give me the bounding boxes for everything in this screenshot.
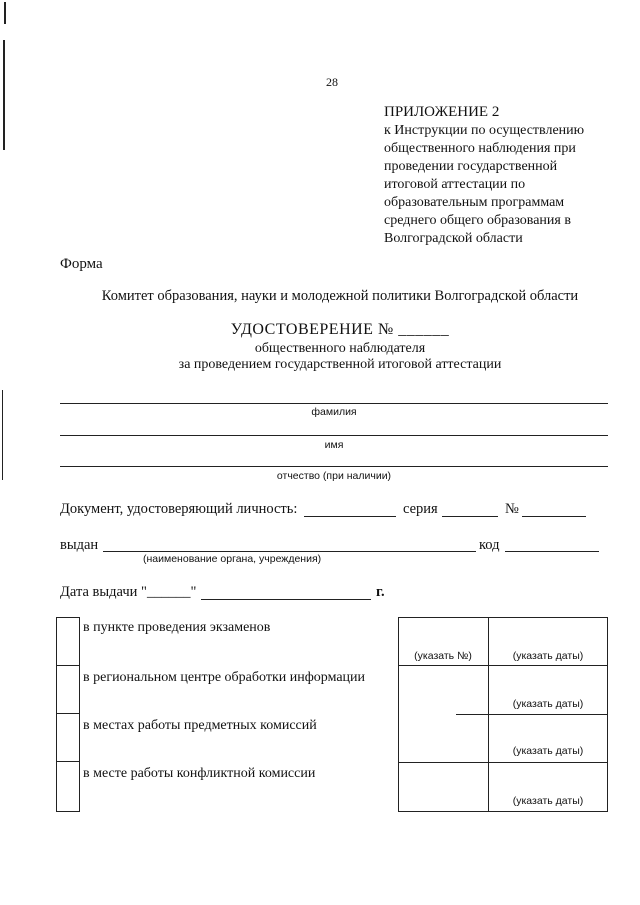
scan-edge-mark-1 [4,2,6,24]
document-type-line [304,516,396,517]
details-table-row [398,762,608,763]
name-hint: имя [324,439,344,451]
name-line [60,435,608,436]
certificate-title: УДОСТОВЕРЕНИЕ № ______ [230,321,450,338]
place-label: в местах работы предметных комиссий [83,718,317,733]
number-line [522,516,586,517]
issued-line [103,551,476,552]
checkbox-row-divider [56,811,79,812]
document-label: Документ, удостоверяющий личность: [60,501,298,517]
issue-date-year: г. [376,584,385,600]
committee-name: Комитет образования, науки и молодежной политики Волгоградской области [101,288,579,304]
number-hint: (указать №) [414,650,472,662]
certificate-subtitle-2: за проведением государственной итоговой аттестации [178,357,502,372]
date-hint: (указать даты) [512,650,584,662]
form-label: Форма [60,256,103,272]
page-number: 28 [326,75,338,89]
patronymic-line [60,466,608,467]
patronymic-hint: отчество (при наличии) [276,470,392,482]
place-label: в месте работы конфликтной комиссии [83,766,316,781]
surname-hint: фамилия [311,406,357,418]
date-hint: (указать даты) [512,698,584,710]
issue-date-line [201,599,371,600]
issued-hint: (наименование органа, учреждения) [143,553,322,565]
code-label: код [479,537,500,553]
place-checkbox-subject-commissions[interactable] [57,714,79,761]
surname-line [60,403,608,404]
place-checkbox-conflict-commission[interactable] [57,762,79,811]
scan-edge-mark-2 [3,40,5,150]
series-line [442,516,498,517]
appendix-title: ПРИЛОЖЕНИЕ 2 [384,104,500,120]
appendix-line: общественного наблюдения при [384,141,576,156]
details-table-row [456,714,608,715]
date-hint: (указать даты) [512,745,584,757]
place-label: в региональном центре обработки информации [83,670,366,685]
appendix-line: среднего общего образования в [384,213,571,228]
scan-edge-mark-3 [2,390,3,480]
details-table-row [398,665,608,666]
date-hint: (указать даты) [512,795,584,807]
appendix-line: проведении государственной [384,159,558,174]
appendix-line: итоговой аттестации по [384,177,526,192]
number-label: № [505,501,519,517]
place-label: в пункте проведения экзаменов [83,620,271,635]
place-checkbox-exam-point[interactable] [57,618,79,665]
issued-label: выдан [60,537,99,553]
appendix-line: образовательным программам [384,195,565,210]
appendix-block [384,103,624,248]
appendix-line: к Инструкции по осуществлению [384,123,585,138]
place-checkbox-regional-center[interactable] [57,666,79,713]
series-label: серия [403,501,438,517]
issue-date-label: Дата выдачи "______" [60,584,197,600]
appendix-line: Волгоградской области [384,231,523,246]
code-line [505,551,599,552]
checkbox-column-right [79,617,80,812]
certificate-subtitle-1: общественного наблюдателя [254,341,426,356]
